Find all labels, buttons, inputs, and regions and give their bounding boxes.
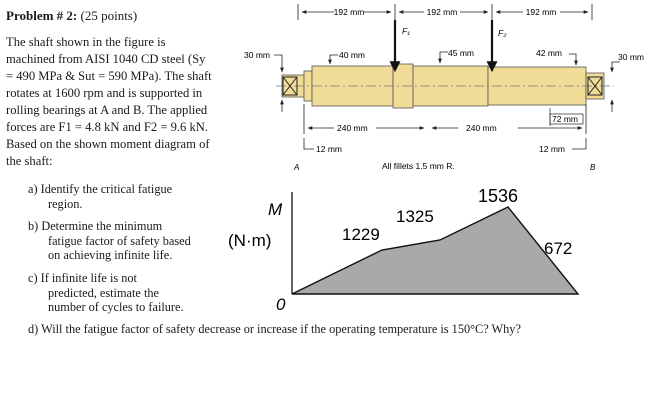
- problem-statement: [6, 34, 234, 170]
- moment-area: [292, 207, 578, 294]
- question-b-line: on achieving infinite life.: [48, 248, 173, 262]
- moment-value-672: 672: [544, 239, 573, 258]
- force-f2-label: F₂: [498, 28, 507, 38]
- statement-line: the shaft:: [6, 154, 53, 168]
- dim-45: 45 mm: [448, 48, 474, 58]
- dim-240-2: 240 mm: [466, 123, 497, 133]
- moment-value-1325: 1325: [396, 207, 434, 226]
- moment-axis-symbol: M: [268, 200, 283, 219]
- dim-12-left-leader: [304, 138, 314, 149]
- dim-192-1: 192 mm: [333, 7, 365, 17]
- statement-line: = 490 MPa & Sut = 590 MPa). The shaft: [6, 69, 212, 83]
- moment-axis-unit: (N·m): [228, 231, 272, 250]
- dim-30-left-leader: [274, 55, 282, 72]
- dim-40: 40 mm: [339, 50, 365, 60]
- statement-line: Based on the shown moment diagram of: [6, 137, 210, 151]
- question-b-line: fatigue factor of safety based: [48, 233, 191, 248]
- question-b: [28, 219, 191, 263]
- dim-240-1: 240 mm: [337, 123, 368, 133]
- shaft-figure: [236, 0, 664, 178]
- problem-title: [6, 8, 137, 24]
- question-c-line: number of cycles to failure.: [48, 300, 184, 314]
- question-a-line: a) Identify the critical fatigue: [28, 182, 173, 196]
- dim-30-left: 30 mm: [244, 50, 270, 60]
- problem-number: Problem # 2:: [6, 8, 78, 23]
- question-a-line: region.: [48, 196, 83, 211]
- question-c-line: predicted, estimate the: [48, 285, 159, 300]
- dim-30-right: 30 mm: [618, 52, 644, 62]
- fillets-note: All fillets 1.5 mm R.: [382, 161, 455, 171]
- dim-42-leader: [569, 54, 576, 65]
- question-c-line: c) If infinite life is not: [28, 271, 137, 285]
- statement-line: rotates at 1600 rpm and is supported in: [6, 86, 203, 100]
- bearing-b-label: B: [590, 163, 596, 172]
- dim-40-leader: [330, 55, 338, 64]
- moment-value-1229: 1229: [342, 225, 380, 244]
- bearing-a-label: A: [294, 163, 300, 172]
- force-f1-label: F₁: [402, 26, 410, 36]
- question-d: [28, 322, 521, 337]
- dim-30-right-leader: [612, 62, 620, 72]
- question-b-line: b) Determine the minimum: [28, 219, 163, 233]
- dim-12-left: 12 mm: [316, 144, 342, 154]
- dim-12-right-leader: [572, 138, 586, 149]
- moment-origin-label: 0: [276, 295, 286, 314]
- dim-42: 42 mm: [536, 48, 562, 58]
- moment-diagram: [224, 182, 604, 314]
- moment-value-1536: 1536: [478, 186, 519, 206]
- statement-line: rolling bearings at A and B. The applied: [6, 103, 208, 117]
- problem-points: (25 points): [77, 8, 138, 23]
- question-a: [28, 182, 172, 211]
- dim-72: 72 mm: [552, 114, 578, 124]
- dim-192-3: 192 mm: [525, 7, 557, 17]
- statement-line: machined from AISI 1040 CD steel (Sy: [6, 52, 206, 66]
- question-c: [28, 271, 184, 315]
- dim-192-2: 192 mm: [426, 7, 458, 17]
- dim-12-right: 12 mm: [539, 144, 565, 154]
- statement-line: forces are F1 = 4.8 kN and F2 = 9.6 kN.: [6, 120, 209, 134]
- question-d-line: d) Will the fatigue factor of safety decrease or increase if the operating temperature is 150°C? Why?: [28, 322, 521, 336]
- dim-45-leader: [440, 52, 448, 63]
- statement-line: The shaft shown in the figure is: [6, 35, 166, 49]
